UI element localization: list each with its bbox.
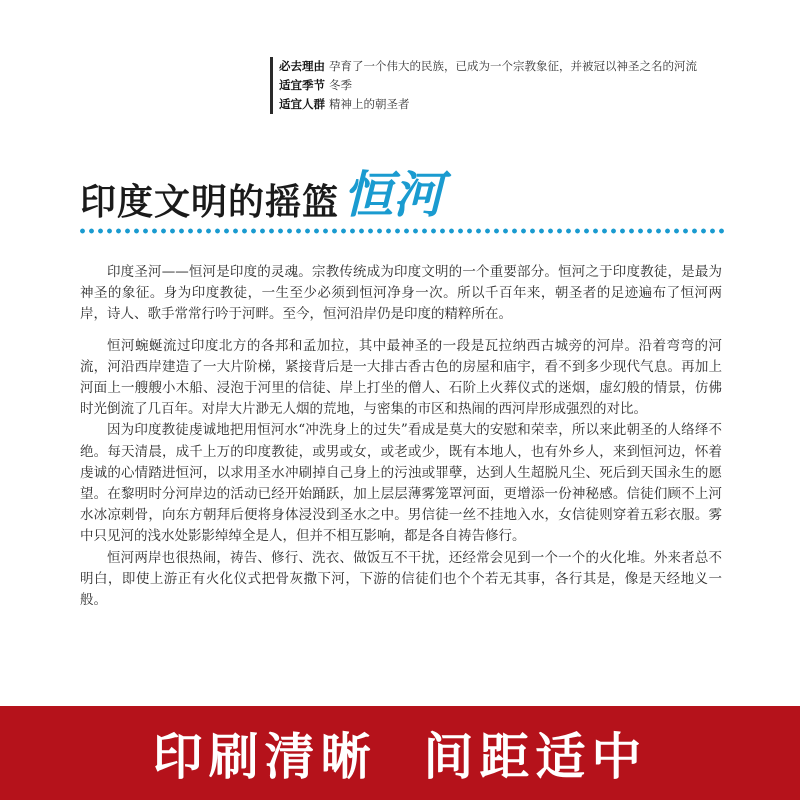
info-block [270, 57, 697, 114]
article-body [80, 262, 722, 611]
paragraph-2: 恒河蜿蜒流过印度北方的各邦和孟加拉，其中最神圣的一段是瓦拉纳西古城旁的河岸。沿着弯弯的河流，河沿西岸建造了一大片阶梯，紧接背后是一大排古香古色的房屋和庙宇，看不到多少现代气息。再加上河面上一艘艘小木船、浸泡于河里的信徒、岸上打坐的僧人、石阶上火葬仪式的迷烟，虚幻般的情景，仿佛时光倒流了几百年。对岸大片渺无人烟的荒地，与密集的市区和热闹的西河岸形成强烈的对比。 [80, 337, 722, 418]
paragraph-3: 因为印度教徒虔诚地把用恒河水“冲洗身上的过失”看成是莫大的安慰和荣幸，所以来此朝圣的人络绎不绝。每天清晨，成千上万的印度教徒，或男或女，或老或少，既有本地人，也有外乡人，来到恒河边，怀着虔诚的心情踏进恒河，以求用圣水冲刷掉自己身上的污浊或罪孽，达到人生超脱凡尘、死后到天国永生的愿望。在黎明时分河岸边的活动已经开始踊跃，加上层层薄雾笼罩河面，更增添一份神秘感。信徒们顾不上河水冰凉刺骨，向东方朝拜后便将身体浸没到圣水之中。男信徒一丝不挂地入水，女信徒则穿着五彩衣服。雾中只见河的浅水处影影绰绰全是人，但并不相互影响，都是各自祷告修行。 [80, 422, 722, 545]
info-label-crowd: 适宜人群 [279, 97, 325, 111]
info-row-reason [279, 57, 697, 76]
title-main: 印度文明的摇篮 [80, 181, 340, 223]
page-title [80, 150, 444, 224]
paragraph-4: 恒河两岸也很热闹，祷告、修行、洗衣、做饭互不干扰，还经常会见到一个一个的火化堆。外来者总不明白，即使上游正有火化仪式把骨灰撒下河，下游的信徒们也个个若无其事，各行其是，像是天经地义一般。 [80, 549, 722, 609]
info-value-season: 冬季 [329, 78, 352, 92]
promo-banner [0, 706, 800, 800]
paragraph-1: 印度圣河——恒河是印度的灵魂。宗教传统成为印度文明的一个重要部分。恒河之于印度教徒，是最为神圣的象征。身为印度教徒，一生至少必须到恒河净身一次。所以千百年来，朝圣者的足迹遍布了恒河两岸，诗人、歌手常常行吟于河畔。至今，恒河沿岸仍是印度的精粹所在。 [80, 264, 722, 323]
info-label-reason: 必去理由 [279, 59, 325, 73]
info-label-season: 适宜季节 [279, 78, 325, 92]
info-value-reason: 孕育了一个伟大的民族，已成为一个宗教象征，并被冠以神圣之名的河流 [329, 59, 697, 73]
dotted-divider [78, 228, 728, 234]
title-accent: 恒河 [343, 165, 444, 224]
info-row-season [279, 76, 697, 95]
banner-text: 印刷清晰 间距适中 [152, 728, 648, 786]
info-value-crowd: 精神上的朝圣者 [329, 97, 410, 111]
info-row-crowd [279, 95, 697, 114]
